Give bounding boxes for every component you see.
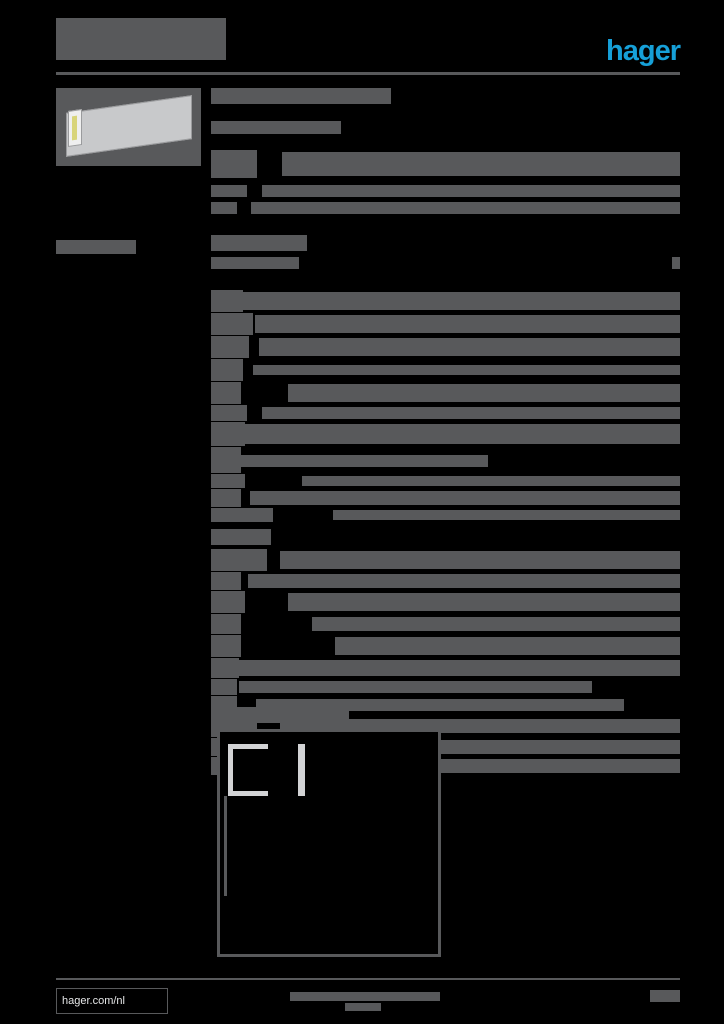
spec-label xyxy=(211,336,249,358)
spec-value xyxy=(224,455,488,467)
spec-row xyxy=(211,474,680,488)
spec-value xyxy=(238,292,680,310)
drawing-vertical-line xyxy=(224,796,227,896)
spec-label xyxy=(211,572,241,590)
spec-label xyxy=(211,591,245,613)
spec-value xyxy=(259,338,680,356)
spec-row xyxy=(211,405,680,421)
section-subtitle-general xyxy=(211,121,341,134)
spec-label xyxy=(211,614,241,634)
document-header xyxy=(56,18,680,70)
accessories-label xyxy=(56,240,136,254)
drawing-bracket-shape xyxy=(228,744,268,796)
spec-value xyxy=(250,491,680,505)
product-body-shape xyxy=(66,95,192,157)
spec-row xyxy=(211,489,680,507)
spec-value xyxy=(288,384,680,402)
spec-row xyxy=(211,183,680,199)
header-divider xyxy=(56,72,680,75)
page-title xyxy=(56,18,226,60)
spec-value xyxy=(262,185,680,197)
spec-row xyxy=(211,200,680,216)
spec-value xyxy=(218,660,680,676)
spec-row xyxy=(211,290,680,312)
spec-row xyxy=(211,549,680,571)
spec-label xyxy=(211,508,273,522)
footer-divider xyxy=(56,978,680,980)
drawing-bar-shape xyxy=(298,744,305,796)
spec-value xyxy=(333,510,680,520)
footer-page-number xyxy=(650,990,680,1002)
spec-value xyxy=(255,315,680,333)
spec-label xyxy=(211,257,299,269)
footer-url[interactable]: hager.com/nl xyxy=(56,988,168,1014)
brand-logo: hager xyxy=(606,35,680,67)
spec-row xyxy=(211,572,680,590)
spec-row xyxy=(211,658,680,678)
spec-value xyxy=(288,593,680,611)
spec-row xyxy=(211,508,680,522)
spec-row xyxy=(211,150,680,178)
spec-value xyxy=(251,202,680,214)
product-contact-strip xyxy=(72,116,77,141)
footer-year xyxy=(345,1003,381,1011)
section-title-technical xyxy=(211,88,391,104)
spec-row xyxy=(211,336,680,358)
spec-label xyxy=(211,679,237,695)
spec-row xyxy=(211,591,680,613)
spec-row xyxy=(211,614,680,634)
section-title-connection xyxy=(211,529,271,545)
product-image xyxy=(56,88,201,166)
spec-value xyxy=(672,257,680,269)
spec-row xyxy=(211,635,680,657)
spec-value xyxy=(302,476,680,486)
spec-value xyxy=(220,424,680,444)
spec-label xyxy=(211,635,241,657)
spec-row xyxy=(211,679,680,695)
spec-value xyxy=(335,637,680,655)
drawing-box xyxy=(217,729,441,957)
section-title-electrical xyxy=(211,235,307,251)
spec-row xyxy=(211,255,680,271)
spec-label xyxy=(211,313,253,335)
spec-label xyxy=(211,474,245,488)
spec-value xyxy=(282,152,680,176)
spec-label xyxy=(211,549,267,571)
spec-label xyxy=(211,489,241,507)
spec-label xyxy=(211,150,257,178)
spec-label xyxy=(211,185,247,197)
spec-value xyxy=(280,551,680,569)
spec-row xyxy=(211,313,680,335)
spec-value xyxy=(248,574,680,588)
spec-label xyxy=(211,382,241,404)
spec-label xyxy=(211,405,247,421)
footer-company xyxy=(290,992,440,1001)
spec-value xyxy=(253,365,680,375)
spec-label xyxy=(211,359,243,381)
spec-value xyxy=(312,617,680,631)
spec-row xyxy=(211,447,680,473)
spec-value xyxy=(262,407,680,419)
specifications-content xyxy=(211,88,680,776)
spec-row xyxy=(211,359,680,381)
spec-label xyxy=(211,202,237,214)
spec-value xyxy=(239,681,592,693)
spec-row xyxy=(211,382,680,404)
spec-row xyxy=(211,422,680,446)
drawing-title xyxy=(211,707,349,723)
